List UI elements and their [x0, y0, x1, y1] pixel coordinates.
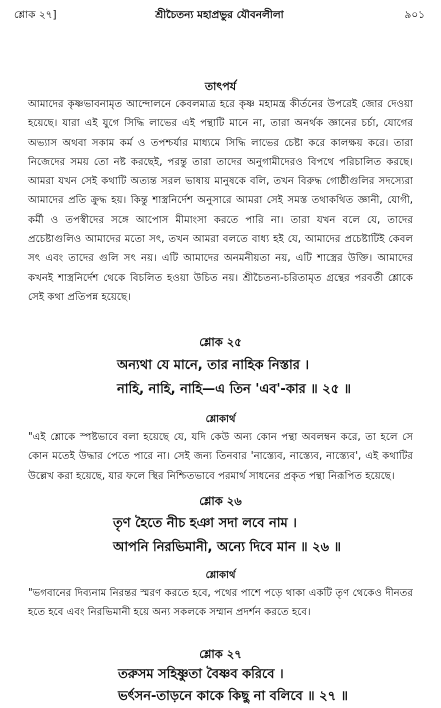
verse-25-line-1: অন্যথা যে মানে, তার নাহিক নিস্তার । [117, 358, 310, 373]
verse-26-line-2: আপনি নিরভিমানী, অন্যে দিবে মান ॥ ২৬ ॥ [113, 540, 341, 555]
header-page-number: ৯০১ [404, 9, 425, 21]
header-verse-ref: শ্লোক ২৭] [14, 9, 57, 21]
purport-text: আমাদের কৃষ্ণভাবনামৃত আন্দোলনে কেবলমাত্র হরে কৃষ্ণ মহামন্ত্র কীর্তনের উপরেই জোর দেওয়া হয়েছে। যারা এই যুগে সিদ্ধি লাভের এই পন্থাটি মানে না, তারা অনর্থক জ্ঞানের চর্চা, যোগের অভ্যাস অথবা সকাম কর্ম ও তপশ্চর্যার মাধ্যমে সিদ্ধি লাভের চেষ্টা করে কালক্ষয় করে। তারা নিজেদের সময় তো নষ্ট করছেই, পরন্তু তারা তাদের অনুগামীদেরও বিপথে পরিচালিত করছে। আমরা যখন সেই কথাটি অত্যন্ত সরল ভাষায় মানুষকে বলি, তখন বিরুদ্ধ গোষ্ঠীগুলির সদস্যেরা আমাদের প্রতি ক্রুদ্ধ হয়। কিন্তু শাস্ত্রনির্দেশ অনুসারে আমরা সেই সমস্ত তথাকথিত জ্ঞানী, যোগী, কর্মী ও তপস্বীদের সঙ্গে আপোস মীমাংসা করতে পারি না। তারা যখন বলে যে, তাদের প্রচেষ্টাগুলিও আমাদের মতো সৎ, তখন আমরা বলতে বাধ্য হই যে, আমাদের প্রচেষ্টাটিই কেবল সৎ এবং তাদের গুলি সৎ নয়। এটি আমাদের অনমনীয়তা নয়, এটি শাস্ত্রের উক্তি। আমাদের কখনই শাস্ত্রনির্দেশ থেকে বিচলিত হওয়া উচিত নয়। শ্রীচৈতন্য-চরিতামৃত গ্রন্থের পরবর্তী শ্লোকে সেই কথা প্রতিপন্ন হয়েছে। [28, 99, 413, 303]
purport-title: তাৎপর্য [204, 80, 237, 93]
page-header [14, 6, 425, 24]
verse-26-line-1: তৃণ হৈতে নীচ হঞা সদা লবে নাম । [113, 516, 297, 531]
verse-27-line-2: ভর্ৎসন-তাড়নে কাকে কিছু না বলিবে ॥ ২৭ ॥ [118, 689, 348, 704]
verse-25-title: শ্লোক ২৫ [199, 335, 242, 349]
verse-27-title: শ্লোক ২৭ [199, 647, 242, 661]
verse-25-translation-title: শ্লোকার্থ [205, 414, 236, 425]
verse-26-title: শ্লোক ২৬ [199, 494, 242, 508]
verse-25-translation: "এই শ্লোকে স্পষ্টভাবে বলা হয়েছে যে, যদি কেউ অন্য কোন পন্থা অবলম্বন করে, তা হলে সে কোন মতেই উদ্ধার পেতে পারে না। সেই জন্য তিনবার 'নাস্ত্যেব, নাস্ত্যেব, নাস্ত্যেব', এই কথাটির উল্লেখ করা হয়েছে, যার ফলে স্থির নিশ্চিতভাবে পরমার্থ সাধনের প্রকৃত পন্থা নিরূপিত হয়েছে। [28, 432, 413, 482]
verse-26-translation: "ভগবানের দিব্যনাম নিরন্তর স্মরণ করতে হবে, পথের পাশে পড়ে থাকা একটি তৃণ থেকেও দীনতর হতে হবে এবং নিরভিমানী হয়ে অন্য সকলকে সম্মান প্রদর্শন করতে হবে। [28, 588, 413, 619]
header-chapter-title: শ্রীচৈতন্য মহাপ্রভুর যৌবনলীলা [155, 9, 284, 21]
verse-27-line-1: তরুসম সহিষ্ণুতা বৈষ্ণব করিবে । [118, 667, 284, 682]
verse-26-translation-title: শ্লোকার্থ [205, 570, 236, 581]
verse-25-line-2: নাহি, নাহি, নাহি—এ তিন 'এব'-কার ॥ ২৫ ॥ [117, 382, 352, 397]
